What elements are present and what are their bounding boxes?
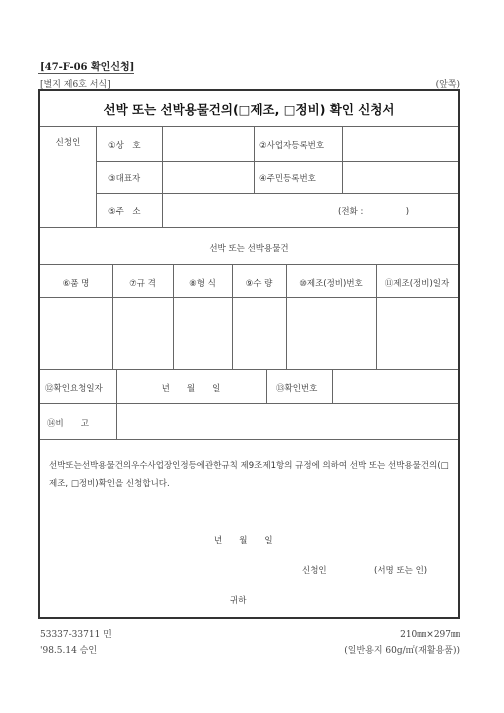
remarks-label: ⑭비 고 bbox=[47, 419, 89, 429]
phone-label: (전화 : ) bbox=[338, 207, 410, 217]
col-date: ⑪제조(정비)일자 bbox=[384, 279, 450, 289]
request-date-value: 년 월 일 bbox=[161, 384, 221, 394]
footer-approval: '98.5.14 승인 bbox=[40, 646, 98, 656]
rule-applicant-mid bbox=[254, 126, 255, 193]
col-spec: ⑦규 격 bbox=[129, 279, 156, 289]
footer-paper-spec: (일반용지 60g/㎡(재활용품)) bbox=[344, 646, 460, 656]
col-serial-number: ⑩제조(정비)번호 bbox=[299, 279, 363, 289]
application-form bbox=[38, 89, 460, 619]
rule-applicant-label-col bbox=[162, 126, 163, 193]
applicant-section-label: 신청인 bbox=[55, 138, 81, 148]
rule-request-col bbox=[116, 369, 117, 439]
rule-request-mid bbox=[266, 369, 267, 403]
resident-reg-label: ④주민등록번호 bbox=[259, 174, 316, 184]
rule-address-col bbox=[162, 193, 163, 227]
confirm-number-label: ⑬확인번호 bbox=[276, 384, 318, 394]
representative-label: ③대표자 bbox=[108, 174, 141, 184]
col-quantity: ⑨수 량 bbox=[245, 279, 273, 289]
rule-request-bottom bbox=[40, 403, 458, 404]
rule-remarks-bottom bbox=[40, 439, 458, 440]
col-item-name: ⑥품 명 bbox=[62, 279, 90, 289]
rule-applicant-value-col bbox=[342, 126, 343, 193]
form-title: 선박 또는 선박용물건의(□제조, □정비) 확인 신청서 bbox=[103, 102, 395, 117]
request-date-label: ⑫확인요청일자 bbox=[45, 384, 103, 394]
footer-paper-size: 210㎜×297㎜ bbox=[400, 630, 460, 640]
signature-date: 년 월 일 bbox=[214, 536, 273, 546]
page-side-label: (앞쪽) bbox=[435, 80, 460, 90]
footer-code: 53337-33711 민 bbox=[40, 630, 112, 640]
attachment-label: [별지 제6호 서식] bbox=[40, 80, 111, 90]
application-statement: 선박또는선박용물건의우수사업장인정등에관한규칙 제9조제1항의 규정에 의하여 선박 또는 선박용물건의(□제조, □정비)확인을 신청합니다. bbox=[49, 461, 449, 489]
rule-items-bottom bbox=[40, 369, 458, 370]
addressee-label: 귀하 bbox=[230, 596, 247, 606]
rule-applicant-bottom bbox=[40, 227, 458, 228]
business-reg-label: ②사업자등록번호 bbox=[259, 141, 325, 151]
items-section-label: 선박 또는 선박용물건 bbox=[209, 244, 289, 254]
signature-seal-label: (서명 또는 인) bbox=[374, 566, 428, 576]
rule-applicant-col bbox=[96, 126, 97, 227]
address-label: ⑤주 소 bbox=[108, 207, 141, 217]
trade-name-label: ①상 호 bbox=[108, 141, 141, 151]
signature-applicant-label: 신청인 bbox=[302, 566, 327, 576]
rule-confirm-col bbox=[332, 369, 333, 403]
rule-applicant-1 bbox=[96, 161, 458, 162]
rule-applicant-2 bbox=[96, 193, 458, 194]
rule-items-header-bottom bbox=[40, 264, 458, 265]
form-code-underline bbox=[38, 73, 134, 74]
col-type: ⑧형 식 bbox=[189, 279, 216, 289]
form-code: [47-F-06 확인신청] bbox=[40, 62, 135, 73]
rule-columns-bottom bbox=[40, 297, 458, 298]
rule-title-bottom bbox=[40, 126, 458, 127]
